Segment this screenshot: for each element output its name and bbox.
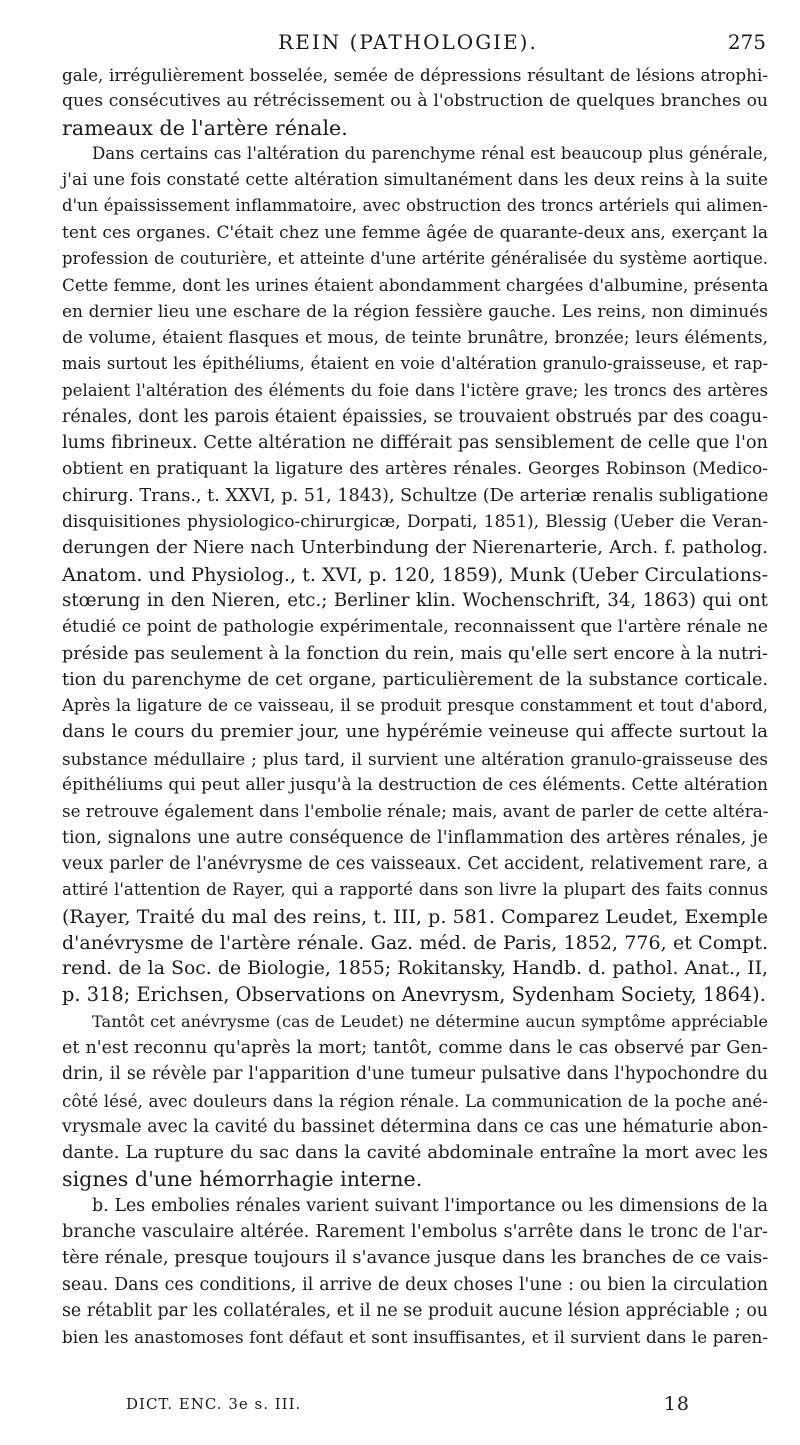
text-line: étudié ce point de pathologie expérimentale, reconnaissent que l'artère rénale ne (62, 617, 768, 638)
text-line: tent ces organes. C'était chez une femme âgée de quarante-deux ans, exerçant la (62, 222, 768, 243)
text-line: préside pas seulement à la fonction du rein, mais qu'elle sert encore à la nutri- (62, 643, 768, 664)
text-line: tère rénale, presque toujours il s'avance jusque dans les branches de ce vais- (62, 1247, 769, 1269)
text-line: vrysmale avec la cavité du bassinet détermina dans ce cas une hématurie abon- (62, 1116, 768, 1137)
text-line: Tantôt cet anévrysme (cas de Leudet) ne détermine aucun symptôme appréciable (92, 1011, 768, 1031)
text-line: Anatom. und Physiolog., t. XVI, p. 120, 1859), Munk (Ueber Circulations- (62, 563, 768, 586)
text-line: tion du parenchyme de cet organe, particulièrement de la substance corticale. (62, 669, 768, 690)
text-line: rameaux de l'artère rénale. (62, 115, 348, 140)
text-line: mais surtout les épithéliums, étaient en voie d'altération granulo-graisseuse, et rap- (62, 354, 768, 374)
printer-signature: DICT. ENC. 3e s. III. (126, 1395, 302, 1413)
text-line: disquisitiones physiologico-chirurgicæ, Dorpati, 1851), Blessig (Ueber die Veran- (62, 512, 768, 533)
text-line: j'ai une fois constaté cette altération simultanément dans les deux reins à la suite (62, 170, 768, 191)
text-line: substance médullaire ; plus tard, il survient une altération granulo-graisseuse des (62, 748, 768, 769)
text-line: côté lésé, avec douleurs dans la région rénale. La communication de la poche ané- (62, 1090, 768, 1111)
text-line: se rétablit par les collatérales, et il ne se produit aucune lésion appréciable ; ou (62, 1300, 768, 1321)
text-line: épithéliums qui peut aller jusqu'à la destruction de ces éléments. Cette altération (62, 775, 768, 796)
text-line: bien les anastomoses font défaut et sont insuffisantes, et il survient dans le paren- (62, 1327, 768, 1348)
text-line: d'un épaississement inflammatoire, avec obstruction des troncs artériels qui alimen- (62, 196, 768, 216)
text-line: et n'est reconnu qu'après la mort; tantôt, comme dans le cas observé par Gen- (62, 1037, 768, 1058)
text-line: b. Les embolies rénales varient suivant l'importance ou les dimensions de la (92, 1195, 768, 1216)
text-line: lums fibrineux. Cette altération ne différait pas sensiblement de celle que l'on (62, 432, 768, 454)
text-line: dante. La rupture du sac dans la cavité abdominale entraîne la mort avec les (62, 1142, 768, 1164)
text-line: de volume, étaient flasques et mous, de teinte brunâtre, bronzée; leurs éléments, (62, 327, 768, 348)
running-head (50, 30, 766, 54)
text-line: seau. Dans ces conditions, il arrive de deux choses l'une : ou bien la circulation (62, 1274, 768, 1295)
text-line: obtient en pratiquant la ligature des artères rénales. Georges Robinson (Medico- (62, 459, 768, 480)
body-text (62, 62, 768, 1351)
text-line: signes d'une hémorrhagie interne. (62, 1167, 423, 1192)
text-line: drin, il se révèle par l'apparition d'une tumeur pulsative dans l'hypochondre du (62, 1064, 768, 1085)
text-line: (Rayer, Traité du mal des reins, t. III, p. 581. Comparez Leudet, Exemple (62, 905, 768, 928)
page-footer (126, 1395, 690, 1419)
text-line: pelaient l'altération des éléments du foie dans l'ictère grave; les troncs des artères (62, 380, 768, 400)
text-line: en dernier lieu une eschare de la région fessière gauche. Les reins, non diminués (62, 301, 768, 322)
text-line: dans le cours du premier jour, une hypérémie veineuse qui affecte surtout la (62, 721, 768, 743)
text-line: Après la ligature de ce vaisseau, il se produit presque constamment et tout d'abord, (62, 696, 768, 716)
text-line: veux parler de l'anévrysme de ces vaisseaux. Cet accident, relativement rare, a (62, 853, 768, 874)
text-line: chirurg. Trans., t. XXVI, p. 51, 1843), Schultze (De arteriæ renalis subligatione (62, 485, 769, 506)
text-line: rénales, dont les parois étaient épaissies, se trouvaient obstrués par des coagu- (62, 406, 768, 427)
text-line: se retrouve également dans l'embolie rénale; mais, avant de parler de cette altéra- (62, 801, 769, 822)
text-line: p. 318; Erichsen, Observations on Anevrysm, Sydenham Society, 1864). (62, 983, 766, 1007)
sheet-number: 18 (663, 1393, 690, 1415)
text-line: derungen der Niere nach Unterbindung der Nierenarterie, Arch. f. patholog. (62, 537, 768, 559)
text-line: branche vasculaire altérée. Rarement l'embolus s'arrête dans le tronc de l'ar- (62, 1221, 768, 1243)
text-line: tion, signalons une autre conséquence de l'inflammation des artères rénales, je (62, 827, 768, 848)
text-line: gale, irrégulièrement bosselée, semée de dépressions résultant de lésions atrophi- (62, 65, 768, 85)
text-line: Dans certains cas l'altération du parenchyme rénal est beaucoup plus générale, (92, 143, 768, 163)
text-line: ques consécutives au rétrécissement ou à l'obstruction de quelques branches ou (62, 91, 768, 112)
running-title: REIN (PATHOLOGIE). (278, 30, 538, 54)
text-line: profession de couturière, et atteinte d'une artérite généralisée du système aortique. (62, 249, 768, 269)
text-line: rend. de la Soc. de Biologie, 1855; Rokitansky, Handb. d. pathol. Anat., II, (62, 958, 768, 980)
text-line: attiré l'attention de Rayer, qui a rapporté dans son livre la plupart des faits connus (62, 880, 768, 900)
page-number: 275 (727, 30, 766, 54)
text-line: stœrung in den Nieren, etc.; Berliner klin. Wochenschrift, 34, 1863) qui ont (62, 589, 768, 611)
text-line: Cette femme, dont les urines étaient abondamment chargées d'albumine, présenta (62, 275, 769, 296)
text-line: d'anévrysme de l'artère rénale. Gaz. méd. de Paris, 1852, 776, et Compt. (62, 931, 768, 954)
